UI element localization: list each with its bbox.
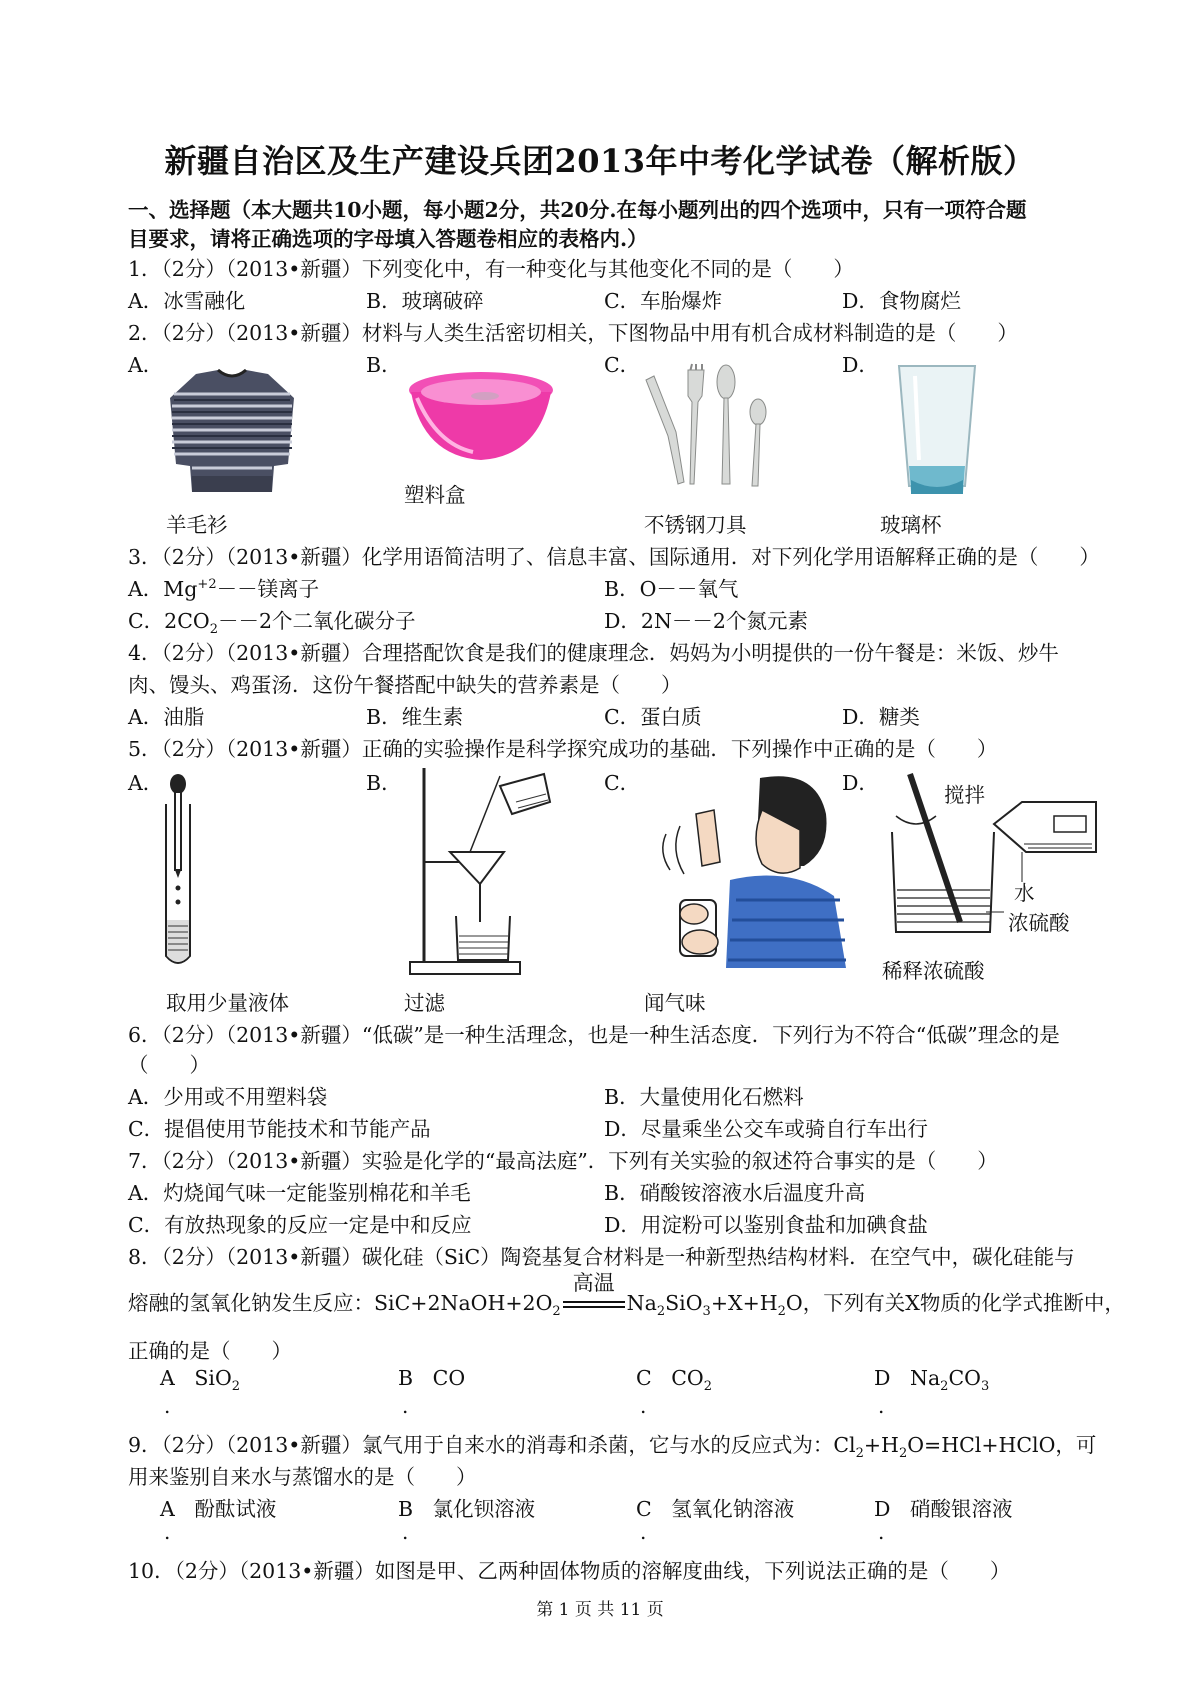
q6-stem-line1: 6．（2分）（2013•新疆）“低碳”是一种生活理念，也是一种生活态度．下列行为不符合“低碳”理念的是 xyxy=(128,1023,1060,1047)
q8-stem-line3: 正确的是（ ） xyxy=(128,1339,292,1363)
q6-option-b: B．大量使用化石燃料 xyxy=(604,1085,804,1109)
filtration-apparatus-image xyxy=(404,766,554,978)
page-footer: 第 1 页 共 11 页 xyxy=(536,1600,664,1620)
section-heading-line2: 目要求，请将正确选项的字母填入答题卷相应的表格内.） xyxy=(128,227,648,251)
q5-option-d: D． xyxy=(842,771,879,795)
q3-option-c: C．$2CO_2--2$个二氧化碳分子 xyxy=(128,609,416,638)
q5-option-a: A． xyxy=(128,771,164,795)
q2-option-d: D． xyxy=(842,353,879,377)
q8-equation: 熔融的氢氧化钠发生反应：$SiC+2NaOH+2O_2$ 高温 $Na_2SiO_3+X+H_2O$，下列有关X物质的化学式推断中， xyxy=(128,1286,1125,1319)
q7-option-a: A．灼烧闻气味一定能鉴别棉花和羊毛 xyxy=(128,1181,471,1205)
dot-mark: . xyxy=(640,1394,647,1418)
stainless-cutlery-image xyxy=(640,362,780,492)
q9-option-d: D 硝酸银溶液 xyxy=(874,1497,1013,1521)
q5-stem: 5．（2分）（2013•新疆）正确的实验操作是科学探究成功的基础．下列操作中正确的是（ ） xyxy=(128,737,998,761)
q7-option-c: C．有放热现象的反应一定是中和反应 xyxy=(128,1213,472,1237)
q8-option-a: A SiO$_2$ xyxy=(160,1366,241,1395)
q2-stem: 2．（2分）（2013•新疆）材料与人类生活密切相关，下图物品中用有机合成材料制造的是（ ） xyxy=(128,321,1018,345)
q2-option-b: B． xyxy=(366,353,402,377)
q9-option-c: C 氢氧化钠溶液 xyxy=(636,1497,795,1521)
plastic-basin-image xyxy=(403,368,559,468)
dot-mark: . xyxy=(640,1520,647,1544)
q5-caption-b: 过滤 xyxy=(404,991,445,1015)
q4-option-c: C．蛋白质 xyxy=(604,705,702,729)
q8-stem-line1: 8．（2分）（2013•新疆）碳化硅（SiC）陶瓷基复合材料是一种新型热结构材料．在空气中，碳化硅能与 xyxy=(128,1245,1075,1269)
dot-mark: . xyxy=(402,1394,409,1418)
q2-caption-a: 羊毛衫 xyxy=(166,513,228,537)
q6-stem-line2: （ ） xyxy=(128,1053,210,1077)
q5-option-c: C． xyxy=(604,771,641,795)
sweater-image xyxy=(166,368,298,496)
q6-option-c: C．提倡使用节能技术和节能产品 xyxy=(128,1117,431,1141)
q9-option-b: B 氯化钡溶液 xyxy=(398,1497,536,1521)
dot-mark: . xyxy=(164,1520,171,1544)
q3-option-d: D．2N－－2个氮元素 xyxy=(604,609,808,633)
q6-option-a: A．少用或不用塑料袋 xyxy=(128,1085,328,1109)
q7-stem: 7．（2分）（2013•新疆）实验是化学的“最高法庭”．下列有关实验的叙述符合事实的是（ ） xyxy=(128,1149,998,1173)
q1-option-c: C．车胎爆炸 xyxy=(604,289,723,313)
dot-mark: . xyxy=(164,1394,171,1418)
q5-label-water: 水 xyxy=(1014,881,1035,905)
page-title: 新疆自治区及生产建设兵团2013年中考化学试卷（解析版） xyxy=(164,142,1036,180)
q7-option-d: D．用淀粉可以鉴别食盐和加碘食盐 xyxy=(604,1213,928,1237)
q9-stem-line1: 9．（2分）（2013•新疆）氯气用于自来水的消毒和杀菌，它与水的反应式为：$Cl_2+H_2O=HCl+HClO$，可 xyxy=(128,1433,1097,1462)
q3-stem: 3．（2分）（2013•新疆）化学用语简洁明了、信息丰富、国际通用．对下列化学用语解释正确的是（ ） xyxy=(128,545,1100,569)
q9-option-a: A 酚酞试液 xyxy=(160,1497,277,1521)
q1-option-b: B．玻璃破碎 xyxy=(366,289,484,313)
q1-option-d: D．食物腐烂 xyxy=(842,289,961,313)
q4-stem-line2: 肉、馒头、鸡蛋汤．这份午餐搭配中缺失的营养素是（ ） xyxy=(128,673,682,697)
q3-option-a: A．$Mg^{+2}--$镁离子 xyxy=(128,577,320,601)
dot-mark: . xyxy=(878,1520,885,1544)
q8-reaction-condition: 高温 xyxy=(572,1271,615,1295)
q2-caption-b: 塑料盒 xyxy=(404,483,466,507)
smelling-gas-image xyxy=(640,770,850,970)
q2-option-a: A． xyxy=(128,353,164,377)
q6-option-d: D．尽量乘坐公交车或骑自行车出行 xyxy=(604,1117,928,1141)
glass-cup-image xyxy=(895,362,979,502)
q5-option-b: B． xyxy=(366,771,402,795)
q2-option-c: C． xyxy=(604,353,641,377)
q9-stem-line2: 用来鉴别自来水与蒸馏水的是（ ） xyxy=(128,1465,477,1489)
q5-caption-c: 闻气味 xyxy=(644,991,706,1015)
q2-caption-d: 玻璃杯 xyxy=(880,513,942,537)
q8-option-b: B CO xyxy=(398,1366,466,1390)
q7-option-b: B．硝酸铵溶液水后温度升高 xyxy=(604,1181,866,1205)
q4-option-b: B．维生素 xyxy=(366,705,464,729)
q8-option-c: C $CO_2$ xyxy=(636,1366,713,1395)
q8-option-d: D $Na_2CO_3$ xyxy=(874,1366,990,1395)
q4-option-a: A．油脂 xyxy=(128,705,205,729)
q5-label-acid: 浓硫酸 xyxy=(1008,911,1070,935)
dropper-test-tube-image xyxy=(160,770,196,970)
dilution-acid-image xyxy=(886,772,1108,938)
q3-option-b: B．O－－氧气 xyxy=(604,577,739,601)
dot-mark: . xyxy=(878,1394,885,1418)
section-heading-line1: 一、选择题（本大题共10小题，每小题2分，共20分.在每小题列出的四个选项中，只有一项符合题 xyxy=(128,198,1027,222)
q5-caption-a: 取用少量液体 xyxy=(166,991,289,1015)
dot-mark: . xyxy=(402,1520,409,1544)
q1-stem: 1．（2分）（2013•新疆）下列变化中，有一种变化与其他变化不同的是（ ） xyxy=(128,257,854,281)
q4-stem-line1: 4．（2分）（2013•新疆）合理搭配饮食是我们的健康理念．妈妈为小明提供的一份午餐是：米饭、炒牛 xyxy=(128,641,1059,665)
q5-caption-d: 稀释浓硫酸 xyxy=(882,959,985,983)
q10-stem: 10．（2分）（2013•新疆）如图是甲、乙两种固体物质的溶解度曲线，下列说法正确的是（ ） xyxy=(128,1559,1011,1583)
q1-option-a: A．冰雪融化 xyxy=(128,289,246,313)
q5-label-stir: 搅拌 xyxy=(944,783,985,807)
q2-caption-c: 不锈钢刀具 xyxy=(644,513,747,537)
q4-option-d: D．糖类 xyxy=(842,705,920,729)
